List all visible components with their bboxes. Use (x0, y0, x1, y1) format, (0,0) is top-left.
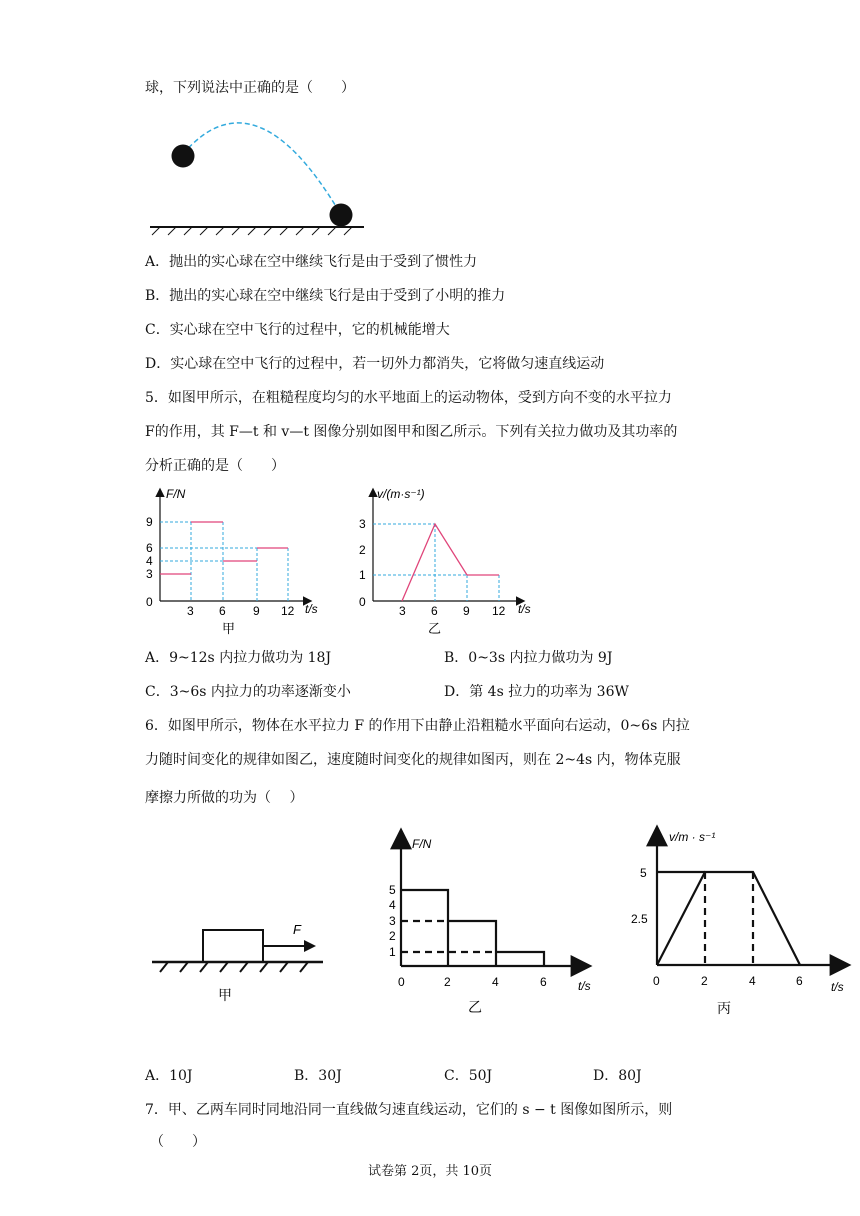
fig5-jia-ytick: 4 (146, 554, 153, 568)
fig5-yi-xtick: 9 (463, 604, 470, 618)
fig5-yi-xtick: 6 (431, 604, 438, 618)
question-text-line: 球，下列说法中正确的是（ ） (145, 80, 355, 96)
q6-option-d: D．80J (593, 1068, 642, 1084)
fig5-jia-xtick: 6 (219, 604, 226, 618)
fig6-bing-xtick: 6 (796, 974, 803, 988)
q4-option-b: B．抛出的实心球在空中继续飞行是由于受到了小明的推力 (145, 288, 506, 304)
q5-stem-line3: 分析正确的是（ ） (145, 458, 285, 474)
fig5-jia-xtick: 12 (281, 604, 295, 618)
fig5-yi-ytick: 1 (359, 568, 366, 582)
q5-stem-line2: F的作用，其 F—t 和 v—t 图像分别如图甲和图乙所示。下列有关拉力做功及其功率的 (145, 424, 678, 440)
q5-stem-line1: 5．如图甲所示，在粗糙程度均匀的水平地面上的运动物体，受到方向不变的水平拉力 (145, 390, 672, 406)
ground-hatch (152, 227, 352, 235)
force-arrow (304, 940, 316, 952)
q6-stem-line2: 力随时间变化的规律如图乙，速度随时间变化的规律如图丙，则在 2~4s 内，物体克服 (145, 752, 681, 768)
ball-start (172, 145, 195, 168)
q6-stem-line1: 6．如图甲所示，物体在水平拉力 F 的作用下由静止沿粗糙水平面向右运动，0~6s 内拉 (145, 718, 690, 734)
fig6-yi-ytick: 3 (389, 914, 396, 928)
fig6-bing-ytick: 5 (640, 866, 647, 880)
q4-option-d: D．实心球在空中飞行的过程中，若一切外力都消失，它将做匀速直线运动 (145, 356, 605, 372)
fig5-yi-xlabel: t/s (518, 602, 531, 616)
fig6-bing-xlabel: t/s (831, 980, 844, 994)
ball-end (330, 204, 353, 227)
fig6-yi-ytick: 2 (389, 929, 396, 943)
q5-option-d: D．第 4s 拉力的功率为 36W (444, 684, 629, 700)
fig5-jia-xlabel: t/s (305, 602, 318, 616)
fig6-bing-caption: 丙 (717, 1000, 731, 1016)
page-footer: 试卷第 2页，共 10页 (367, 1164, 493, 1179)
fig5-yi-ytick: 3 (359, 517, 366, 531)
fig5-jia-force-steps (160, 522, 288, 574)
fig6-yi-origin: 0 (398, 975, 405, 989)
fig5-jia-ytick: 3 (146, 567, 153, 581)
fig6-bing-velocity-line (657, 872, 800, 965)
fig5-yi-ylabel: v/(m·s⁻¹) (377, 487, 425, 501)
fig5-jia-xtick: 9 (253, 604, 260, 618)
q6-option-a: A．10J (145, 1068, 193, 1084)
q5-option-b: B．0~3s 内拉力做功为 9J (444, 650, 613, 666)
fig5-yi-origin: 0 (359, 595, 366, 609)
block (203, 930, 263, 962)
fig5-jia-ylabel: F/N (166, 487, 186, 501)
fig6-jia-block-diagram (148, 918, 328, 1008)
force-label: F (293, 922, 301, 937)
fig6-yi-ytick: 1 (389, 945, 396, 959)
fig5-yi-caption: 乙 (428, 621, 442, 636)
fig5-jia-ytick: 6 (146, 541, 153, 555)
fig6-bing-ylabel: v/m · s⁻¹ (669, 830, 716, 844)
q7-stem-line2: （ ） (150, 1134, 206, 1150)
ball-trajectory-figure (140, 110, 370, 235)
fig5-yi-velocity-line (402, 524, 499, 601)
fig5-jia-ytick: 9 (146, 515, 153, 529)
q6-option-b: B．30J (294, 1068, 342, 1084)
fig6-bing-origin: 0 (653, 974, 660, 988)
q4-option-a: A．抛出的实心球在空中继续飞行是由于受到了惯性力 (145, 254, 478, 270)
fig6-yi-xtick: 6 (540, 975, 547, 989)
fig5-yi-velocity-time-graph (355, 484, 555, 644)
q5-option-c: C．3~6s 内拉力的功率逐渐变小 (145, 684, 351, 700)
fig6-yi-xtick: 2 (444, 975, 451, 989)
fig6-bing-xtick: 2 (701, 974, 708, 988)
fig5-jia-xtick: 3 (187, 604, 194, 618)
fig6-bing-xtick: 4 (749, 974, 756, 988)
trajectory-dashed-curve (183, 123, 340, 213)
fig6-yi-force-steps (401, 890, 544, 966)
fig5-yi-ytick: 2 (359, 543, 366, 557)
fig5-yi-xtick: 12 (492, 604, 506, 618)
fig6-jia-caption: 甲 (218, 987, 232, 1003)
fig6-bing-ytick: 2.5 (631, 912, 648, 926)
q7-stem-line1: 7．甲、乙两车同时同地沿同一直线做匀速直线运动，它们的 s − t 图像如图所示，则 (145, 1102, 673, 1118)
q5-option-a: A．9~12s 内拉力做功为 18J (145, 650, 332, 666)
fig5-jia-origin: 0 (146, 595, 153, 609)
q6-option-c: C．50J (444, 1068, 493, 1084)
fig5-yi-xtick: 3 (399, 604, 406, 618)
fig6-yi-caption: 乙 (468, 999, 482, 1015)
fig6-bing-velocity-time-graph (625, 825, 850, 1025)
fig5-jia-caption: 甲 (222, 621, 236, 636)
fig6-yi-ytick: 5 (389, 883, 396, 897)
q6-stem-line3: 摩擦力所做的功为（ ） (145, 790, 304, 806)
fig6-yi-ytick: 4 (389, 898, 396, 912)
fig6-yi-ylabel: F/N (412, 837, 432, 851)
fig6-yi-force-time-graph (388, 828, 608, 1018)
fig5-jia-force-time-graph (140, 484, 340, 644)
fig6-yi-xlabel: t/s (578, 979, 591, 993)
fig6-yi-xtick: 4 (492, 975, 499, 989)
q4-option-c: C．实心球在空中飞行的过程中，它的机械能增大 (145, 322, 450, 338)
